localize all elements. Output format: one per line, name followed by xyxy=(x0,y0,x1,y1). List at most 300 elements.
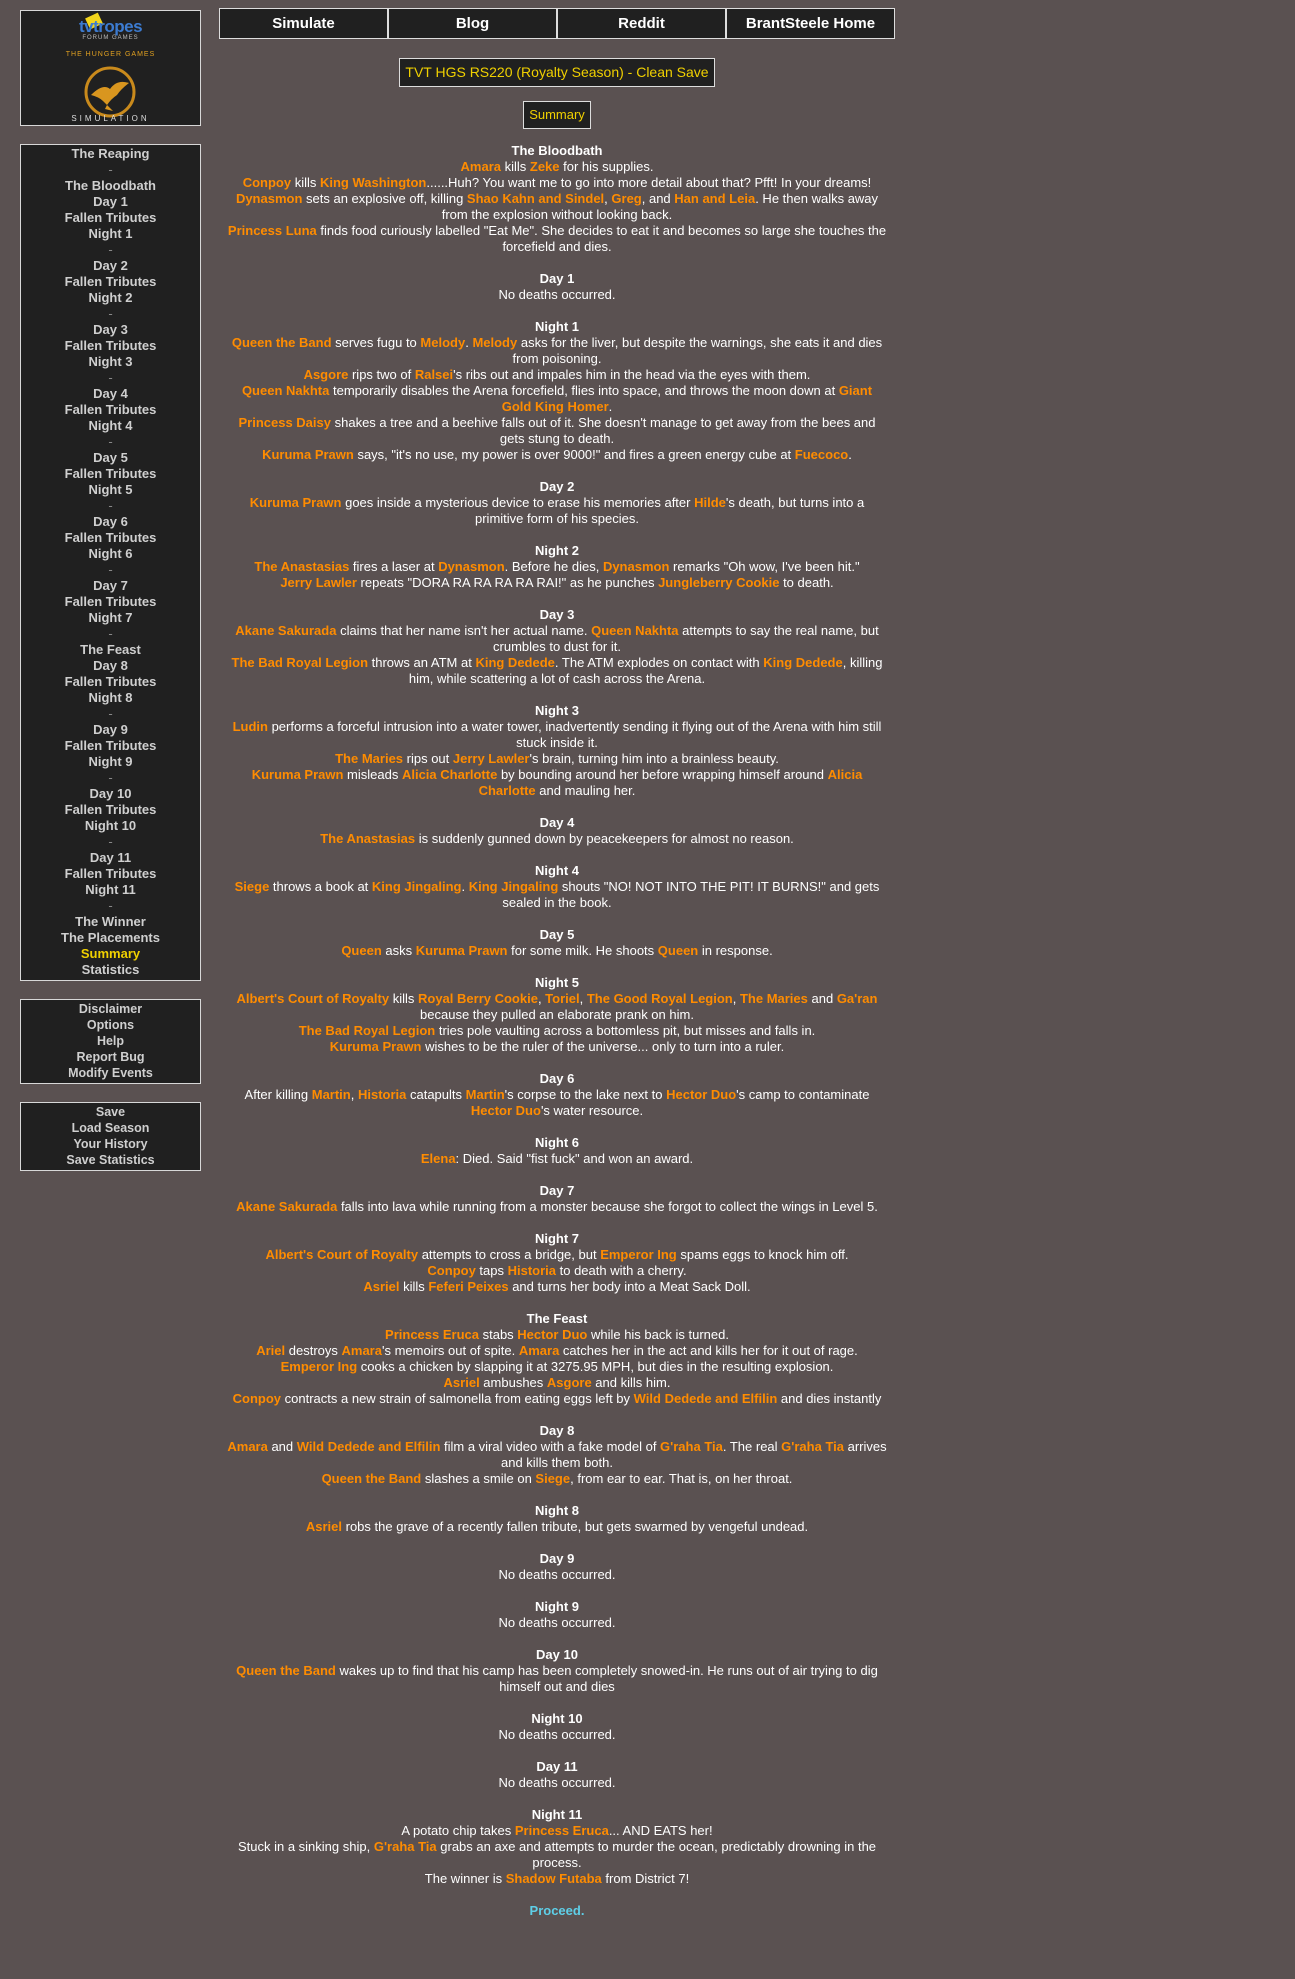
event-text: repeats "DORA RA RA RA RA RAI!" as he punches xyxy=(356,575,659,590)
tribute-name: Hector Duo xyxy=(666,1087,737,1102)
event-text: robs the grave of a recently fallen tribute, but gets swarmed by vengeful undead. xyxy=(342,1519,809,1534)
event-text: 's memoirs out of spite. xyxy=(381,1343,519,1358)
event-text: attempts to cross a bridge, but xyxy=(418,1247,601,1262)
tribute-name: The Anastasias xyxy=(254,559,350,574)
event-line xyxy=(227,1199,887,1215)
tribute-name: Conpoy xyxy=(232,1391,282,1406)
event-text: catapults xyxy=(406,1087,466,1102)
sidebar-item-day-6[interactable]: Day 6 xyxy=(93,514,128,529)
tribute-name: King Dedede xyxy=(763,655,843,670)
menu-item-help[interactable]: Help xyxy=(96,1034,125,1048)
menu-item-options[interactable]: Options xyxy=(86,1018,135,1032)
event-line xyxy=(227,1039,887,1055)
menu-item-report-bug[interactable]: Report Bug xyxy=(76,1050,145,1064)
event-line xyxy=(227,991,887,1023)
event-text: rips out xyxy=(403,751,453,766)
tribute-name: Queen the Band xyxy=(231,335,332,350)
event-line xyxy=(227,1663,887,1695)
event-line xyxy=(227,1343,887,1359)
nav-tab-blog[interactable]: Blog xyxy=(388,8,557,39)
sidebar-item-night-1[interactable]: Night 1 xyxy=(88,226,133,241)
sidebar-item-fallen-tributes[interactable]: Fallen Tributes xyxy=(64,738,157,753)
sidebar-item-fallen-tributes[interactable]: Fallen Tributes xyxy=(64,210,157,225)
event-text: 's water resource. xyxy=(540,1103,644,1118)
section-title: Night 9 xyxy=(534,1599,580,1614)
section-title: Night 8 xyxy=(534,1503,580,1518)
event-line xyxy=(227,559,887,575)
sidebar-item-the-bloodbath[interactable]: The Bloodbath xyxy=(65,178,156,193)
section-title: Day 9 xyxy=(539,1551,575,1566)
event-text: because they pulled an elaborate prank on him. xyxy=(420,1007,694,1022)
sidebar-item-night-10[interactable]: Night 10 xyxy=(84,818,137,833)
tribute-name: Princess Luna xyxy=(227,223,317,238)
section-title: Day 6 xyxy=(539,1071,575,1086)
section-day-9 xyxy=(219,1551,895,1583)
top-navigation xyxy=(219,8,895,39)
event-text: . The real xyxy=(722,1439,782,1454)
tribute-name: Conpoy xyxy=(242,175,292,190)
event-text: wakes up to find that his camp has been completely snowed-in. He runs out of air trying to dig himself out and dies xyxy=(335,1663,878,1694)
event-text: . Before he dies, xyxy=(504,559,603,574)
sidebar-item-night-11[interactable]: Night 11 xyxy=(85,882,136,897)
tribute-name: Melody xyxy=(472,335,518,350)
tribute-name: The Maries xyxy=(335,751,404,766)
menu-separator: - xyxy=(108,898,113,913)
section-title: Day 8 xyxy=(539,1423,575,1438)
sidebar-item-fallen-tributes[interactable]: Fallen Tributes xyxy=(64,338,157,353)
event-line xyxy=(227,1823,887,1839)
tribute-name: Siege xyxy=(535,1471,571,1486)
event-text: serves fugu to xyxy=(331,335,421,350)
summary-sections xyxy=(219,143,895,1887)
event-text: , xyxy=(579,991,587,1006)
event-line xyxy=(227,1871,887,1887)
tribute-name: Shadow Futaba xyxy=(505,1871,602,1886)
tribute-name: Princess Daisy xyxy=(238,415,331,430)
event-text: 's ribs out and impales him in the head via the eyes with them. xyxy=(453,367,811,382)
event-line xyxy=(227,1839,887,1871)
tribute-name: The Bad Royal Legion xyxy=(231,655,369,670)
sidebar-item-day-1[interactable]: Day 1 xyxy=(93,194,128,209)
event-line xyxy=(227,655,887,687)
event-line xyxy=(227,175,887,191)
event-line xyxy=(227,1727,887,1743)
tribute-name: Ariel xyxy=(256,1343,286,1358)
tribute-name: Toriel xyxy=(545,991,580,1006)
sidebar-item-night-8[interactable]: Night 8 xyxy=(88,690,133,705)
section-night-7 xyxy=(219,1231,895,1295)
menu-separator: - xyxy=(108,434,113,449)
event-text: arrives and kills them both. xyxy=(500,1439,887,1470)
event-text: by bounding around her before wrapping himself around xyxy=(497,767,828,782)
menu-item-your-history[interactable]: Your History xyxy=(73,1137,148,1151)
logo-footer: SIMULATION xyxy=(71,114,150,123)
event-text: tries pole vaulting across a bottomless pit, but misses and falls in. xyxy=(435,1023,816,1038)
sidebar-item-fallen-tributes[interactable]: Fallen Tributes xyxy=(64,466,157,481)
event-text: throws an ATM at xyxy=(368,655,476,670)
tribute-name: Kuruma Prawn xyxy=(262,447,354,462)
event-line xyxy=(227,287,887,303)
sidebar-item-day-7[interactable]: Day 7 xyxy=(93,578,128,593)
sidebar-item-the-reaping[interactable]: The Reaping xyxy=(71,146,150,161)
menu-separator: - xyxy=(108,706,113,721)
sidebar-item-fallen-tributes[interactable]: Fallen Tributes xyxy=(64,802,157,817)
tribute-name: Ga'ran xyxy=(836,991,878,1006)
tribute-name: Amara xyxy=(460,159,501,174)
event-text: in response. xyxy=(698,943,773,958)
tribute-name: Princess Eruca xyxy=(514,1823,609,1838)
sidebar-item-summary[interactable]: Summary xyxy=(80,946,141,961)
tribute-name: Princess Eruca xyxy=(385,1327,479,1342)
event-text: says, "it's no use, my power is over 9000!" and fires a green energy cube at xyxy=(353,447,795,462)
event-text: catches her in the act and kills her for it out of rage. xyxy=(559,1343,858,1358)
event-text: No deaths occurred. xyxy=(498,1727,616,1742)
tribute-name: Jerry Lawler xyxy=(452,751,530,766)
tribute-name: Martin xyxy=(311,1087,351,1102)
sidebar-item-the-feast[interactable]: The Feast xyxy=(80,642,141,657)
tribute-name: Jerry Lawler xyxy=(280,575,357,590)
tribute-name: Akane Sakurada xyxy=(236,1199,338,1214)
section-title: Day 4 xyxy=(539,815,575,830)
event-line xyxy=(227,447,887,463)
sidebar-item-fallen-tributes[interactable]: Fallen Tributes xyxy=(64,274,157,289)
event-line xyxy=(227,1471,887,1487)
tribute-name: Shao Kahn and Sindel xyxy=(466,191,605,206)
event-text: while his back is turned. xyxy=(587,1327,729,1342)
tribute-name: The Maries xyxy=(739,991,808,1006)
event-line xyxy=(227,159,887,175)
tribute-name: Queen xyxy=(657,943,699,958)
event-text: misleads xyxy=(343,767,402,782)
event-line xyxy=(227,383,887,415)
menu-item-modify-events[interactable]: Modify Events xyxy=(68,1066,153,1080)
tribute-name: The Bad Royal Legion xyxy=(298,1023,436,1038)
section-title: Day 7 xyxy=(539,1183,575,1198)
event-line xyxy=(227,1439,887,1471)
page-title: TVT HGS RS220 (Royalty Season) - Clean Save xyxy=(399,58,714,87)
event-text: contracts a new strain of salmonella from eating eggs left by xyxy=(281,1391,634,1406)
section-title: Night 7 xyxy=(534,1231,580,1246)
event-line xyxy=(227,943,887,959)
tribute-name: Siege xyxy=(234,879,270,894)
event-text: ......Huh? You want me to go into more detail about that? Pfft! In your dreams! xyxy=(426,175,872,190)
event-text: ambushes xyxy=(479,1375,547,1390)
event-text: 's camp to contaminate xyxy=(736,1087,870,1102)
event-text: and kills him. xyxy=(591,1375,671,1390)
event-text: A potato chip takes xyxy=(401,1823,515,1838)
logo-site-name: tvtropes xyxy=(78,17,143,36)
tribute-name: G'raha Tia xyxy=(660,1439,723,1454)
section-day-6 xyxy=(219,1071,895,1119)
section-title: Day 1 xyxy=(539,271,575,286)
section-night-9 xyxy=(219,1599,895,1631)
logo-game-name: THE HUNGER GAMES xyxy=(65,51,156,58)
tribute-name: Albert's Court of Royalty xyxy=(236,991,390,1006)
tribute-name: Asriel xyxy=(363,1279,400,1294)
section-night-3 xyxy=(219,703,895,799)
event-text: 's corpse to the lake next to xyxy=(504,1087,667,1102)
tribute-name: G'raha Tia xyxy=(781,1439,844,1454)
sidebar-item-day-8[interactable]: Day 8 xyxy=(93,658,128,673)
event-text: film a viral video with a fake model of xyxy=(440,1439,661,1454)
event-text: finds food curiously labelled "Eat Me". She decides to eat it and becomes so large she touches the forcefield and dies. xyxy=(316,223,887,254)
tribute-name: Queen xyxy=(341,943,382,958)
event-text: destroys xyxy=(285,1343,342,1358)
event-text: and xyxy=(807,991,837,1006)
sidebar-item-statistics[interactable]: Statistics xyxy=(81,962,140,977)
tribute-name: Dynasmon xyxy=(235,191,303,206)
save-menu xyxy=(20,1102,201,1171)
event-line xyxy=(227,1247,887,1263)
tribute-name: Jungleberry Cookie xyxy=(658,575,780,590)
menu-separator: - xyxy=(108,242,113,257)
tribute-name: Dynasmon xyxy=(602,559,670,574)
menu-item-save[interactable]: Save xyxy=(95,1105,126,1119)
tribute-name: Kuruma Prawn xyxy=(249,495,342,510)
event-line xyxy=(227,1359,887,1375)
sidebar-item-the-winner[interactable]: The Winner xyxy=(75,914,146,929)
tribute-name: Albert's Court of Royalty xyxy=(265,1247,419,1262)
tribute-name: Zeke xyxy=(529,159,560,174)
section-title: Night 1 xyxy=(534,319,580,334)
event-line xyxy=(227,1567,887,1583)
section-title: Night 10 xyxy=(531,1711,583,1726)
event-line xyxy=(227,1023,887,1039)
event-text: . He then walks away from the explosion without looking back. xyxy=(441,191,879,222)
section-day-2 xyxy=(219,479,895,527)
section-day-11 xyxy=(219,1759,895,1791)
menu-item-save-statistics[interactable]: Save Statistics xyxy=(66,1153,155,1167)
site-logo[interactable] xyxy=(20,10,201,126)
event-line xyxy=(227,1519,887,1535)
event-text: kills xyxy=(399,1279,429,1294)
event-line xyxy=(227,751,887,767)
event-line xyxy=(227,1391,887,1407)
sidebar xyxy=(20,10,201,1171)
sidebar-item-day-2[interactable]: Day 2 xyxy=(93,258,128,273)
event-text: taps xyxy=(475,1263,508,1278)
event-text: asks for the liver, but despite the warnings, she eats it and dies from poisoning. xyxy=(512,335,883,366)
event-text: : Died. Said "fist fuck" and won an award. xyxy=(455,1151,694,1166)
section-title: Day 5 xyxy=(539,927,575,942)
sidebar-item-night-3[interactable]: Night 3 xyxy=(88,354,133,369)
event-text: for his supplies. xyxy=(559,159,654,174)
event-text: attempts to say the real name, but crumbles to dust for it. xyxy=(493,623,879,654)
event-text: The winner is xyxy=(424,1871,506,1886)
event-text: , from ear to ear. That is, on her throat. xyxy=(570,1471,793,1486)
sidebar-item-night-6[interactable]: Night 6 xyxy=(88,546,133,561)
sidebar-navigation xyxy=(20,144,201,981)
section-title: Night 3 xyxy=(534,703,580,718)
section-night-1 xyxy=(219,319,895,463)
section-title: Day 10 xyxy=(536,1647,578,1662)
event-text: for some milk. He shoots xyxy=(507,943,658,958)
sidebar-item-fallen-tributes[interactable]: Fallen Tributes xyxy=(64,594,157,609)
event-line xyxy=(227,1279,887,1295)
tribute-name: Martin xyxy=(465,1087,505,1102)
tribute-name: Emperor Ing xyxy=(280,1359,358,1374)
sidebar-item-day-9[interactable]: Day 9 xyxy=(93,722,128,737)
tribute-name: Hector Duo xyxy=(517,1327,588,1342)
tribute-name: Amara xyxy=(341,1343,382,1358)
event-line xyxy=(227,623,887,655)
event-text: . xyxy=(461,879,469,894)
event-text: wishes to be the ruler of the universe... only to turn into a ruler. xyxy=(421,1039,785,1054)
nav-tab-reddit[interactable]: Reddit xyxy=(557,8,726,39)
event-text: ... AND EATS her! xyxy=(608,1823,713,1838)
event-text: remarks "Oh wow, I've been hit." xyxy=(669,559,860,574)
tribute-name: Melody xyxy=(420,335,466,350)
tribute-name: Kuruma Prawn xyxy=(415,943,508,958)
tribute-name: Feferi Peixes xyxy=(428,1279,509,1294)
event-line xyxy=(227,1087,887,1119)
event-text: No deaths occurred. xyxy=(498,1775,616,1790)
section-day-1 xyxy=(219,271,895,303)
section-night-6 xyxy=(219,1135,895,1167)
event-text: No deaths occurred. xyxy=(498,1567,616,1582)
event-text: , and xyxy=(641,191,675,206)
summary-button[interactable]: Summary xyxy=(523,101,591,129)
sidebar-item-day-11[interactable]: Day 11 xyxy=(89,850,132,865)
event-line xyxy=(227,719,887,751)
event-text: . The ATM explodes on contact with xyxy=(554,655,764,670)
event-line xyxy=(227,879,887,911)
section-day-4 xyxy=(219,815,895,847)
event-text: , xyxy=(537,991,546,1006)
section-day-7 xyxy=(219,1183,895,1215)
tribute-name: The Good Royal Legion xyxy=(586,991,733,1006)
event-text: Stuck in a sinking ship, xyxy=(237,1839,374,1854)
tribute-name: Asriel xyxy=(305,1519,343,1534)
sidebar-item-fallen-tributes[interactable]: Fallen Tributes xyxy=(64,866,157,881)
event-text: 's death, but turns into a primitive form of his species. xyxy=(475,495,865,526)
menu-item-load-season[interactable]: Load Season xyxy=(71,1121,150,1135)
sidebar-item-night-4[interactable]: Night 4 xyxy=(88,418,133,433)
tribute-name: Wild Dedede and Elfilin xyxy=(633,1391,778,1406)
proceed-link[interactable]: Proceed. xyxy=(529,1903,585,1918)
tribute-name: Elena xyxy=(420,1151,456,1166)
event-text: falls into lava while running from a monster because she forgot to collect the wings in Level 5. xyxy=(337,1199,878,1214)
event-text: performs a forceful intrusion into a water tower, inadvertently sending it flying out of the Arena with him still stuck inside it. xyxy=(267,719,882,750)
event-line xyxy=(227,335,887,367)
event-line xyxy=(227,767,887,799)
section-day-8 xyxy=(219,1423,895,1487)
event-text: . xyxy=(848,447,852,462)
event-text: , xyxy=(604,191,612,206)
tribute-name: King Jingaling xyxy=(468,879,559,894)
sidebar-item-day-5[interactable]: Day 5 xyxy=(93,450,128,465)
event-text: to death. xyxy=(779,575,834,590)
event-text: grabs an axe and attempts to murder the ocean, predictably drowning in the process. xyxy=(436,1839,877,1870)
tribute-name: Asriel xyxy=(443,1375,480,1390)
tribute-name: Asgore xyxy=(546,1375,592,1390)
event-text: shouts "NO! NOT INTO THE PIT! IT BURNS!" and gets sealed in the book. xyxy=(502,879,880,910)
section-title: Night 2 xyxy=(534,543,580,558)
event-text: , killing him, while scattering a lot of cash across the Arena. xyxy=(408,655,883,686)
event-text: kills xyxy=(389,991,418,1006)
tribute-name: King Jingaling xyxy=(371,879,462,894)
section-title: Night 6 xyxy=(534,1135,580,1150)
tribute-name: Ludin xyxy=(232,719,268,734)
sidebar-item-night-5[interactable]: Night 5 xyxy=(88,482,133,497)
tribute-name: Han and Leia xyxy=(674,191,756,206)
section-title: Night 5 xyxy=(534,975,580,990)
sidebar-item-fallen-tributes[interactable]: Fallen Tributes xyxy=(64,402,157,417)
event-text: fires a laser at xyxy=(349,559,439,574)
event-text: and turns her body into a Meat Sack Doll. xyxy=(508,1279,751,1294)
section-day-10 xyxy=(219,1647,895,1695)
menu-item-disclaimer[interactable]: Disclaimer xyxy=(78,1002,143,1016)
event-text: and xyxy=(267,1439,297,1454)
sidebar-item-night-7[interactable]: Night 7 xyxy=(88,610,133,625)
nav-tab-simulate[interactable]: Simulate xyxy=(219,8,388,39)
sidebar-item-fallen-tributes[interactable]: Fallen Tributes xyxy=(64,674,157,689)
event-line xyxy=(227,1263,887,1279)
nav-tab-brantsteele-home[interactable]: BrantSteele Home xyxy=(726,8,895,39)
section-title: The Bloodbath xyxy=(511,143,603,158)
sidebar-item-day-4[interactable]: Day 4 xyxy=(93,386,128,401)
section-night-4 xyxy=(219,863,895,911)
tribute-name: Hector Duo xyxy=(470,1103,541,1118)
event-text: No deaths occurred. xyxy=(498,287,616,302)
sidebar-item-fallen-tributes[interactable]: Fallen Tributes xyxy=(64,530,157,545)
tribute-name: Wild Dedede and Elfilin xyxy=(296,1439,441,1454)
event-text: temporarily disables the Arena forcefield, flies into space, and throws the moon down at xyxy=(329,383,839,398)
event-line xyxy=(227,831,887,847)
tribute-name: Alicia Charlotte xyxy=(401,767,498,782)
mockingjay-icon xyxy=(83,65,137,119)
event-text: spams eggs to knock him off. xyxy=(676,1247,849,1262)
event-text: claims that her name isn't her actual name. xyxy=(336,623,592,638)
event-line xyxy=(227,1775,887,1791)
event-text: slashes a smile on xyxy=(421,1471,536,1486)
tribute-name: Akane Sakurada xyxy=(235,623,337,638)
menu-separator: - xyxy=(108,770,113,785)
section-title: Night 4 xyxy=(534,863,580,878)
section-day-5 xyxy=(219,927,895,959)
tribute-name: The Anastasias xyxy=(320,831,416,846)
tribute-name: Giant Gold King Homer xyxy=(501,383,873,414)
sidebar-item-night-2[interactable]: Night 2 xyxy=(88,290,133,305)
tribute-name: Historia xyxy=(357,1087,407,1102)
section-title: Day 11 xyxy=(536,1759,578,1774)
event-text: rips two of xyxy=(348,367,415,382)
tribute-name: Amara xyxy=(227,1439,268,1454)
tribute-name: Royal Berry Cookie xyxy=(418,991,538,1006)
sidebar-item-day-3[interactable]: Day 3 xyxy=(93,322,128,337)
section-night-2 xyxy=(219,543,895,591)
section-title: The Feast xyxy=(526,1311,588,1326)
sidebar-item-the-placements[interactable]: The Placements xyxy=(61,930,160,945)
menu-separator: - xyxy=(108,370,113,385)
event-text: , xyxy=(732,991,740,1006)
tribute-name: Greg xyxy=(611,191,642,206)
event-line xyxy=(227,1615,887,1631)
tribute-name: Historia xyxy=(507,1263,557,1278)
tribute-name: Alicia Charlotte xyxy=(478,767,863,798)
tribute-name: King Washington xyxy=(319,175,427,190)
event-line xyxy=(227,191,887,223)
tribute-name: Kuruma Prawn xyxy=(251,767,344,782)
main-content xyxy=(219,58,895,1919)
sidebar-item-day-10[interactable]: Day 10 xyxy=(89,786,132,801)
event-text: from District 7! xyxy=(601,1871,690,1886)
section-the-bloodbath xyxy=(219,143,895,255)
sidebar-item-night-9[interactable]: Night 9 xyxy=(88,754,133,769)
event-text: . xyxy=(608,399,613,414)
event-text: 's brain, turning him into a brainless beauty. xyxy=(529,751,779,766)
tribute-name: Kuruma Prawn xyxy=(329,1039,422,1054)
